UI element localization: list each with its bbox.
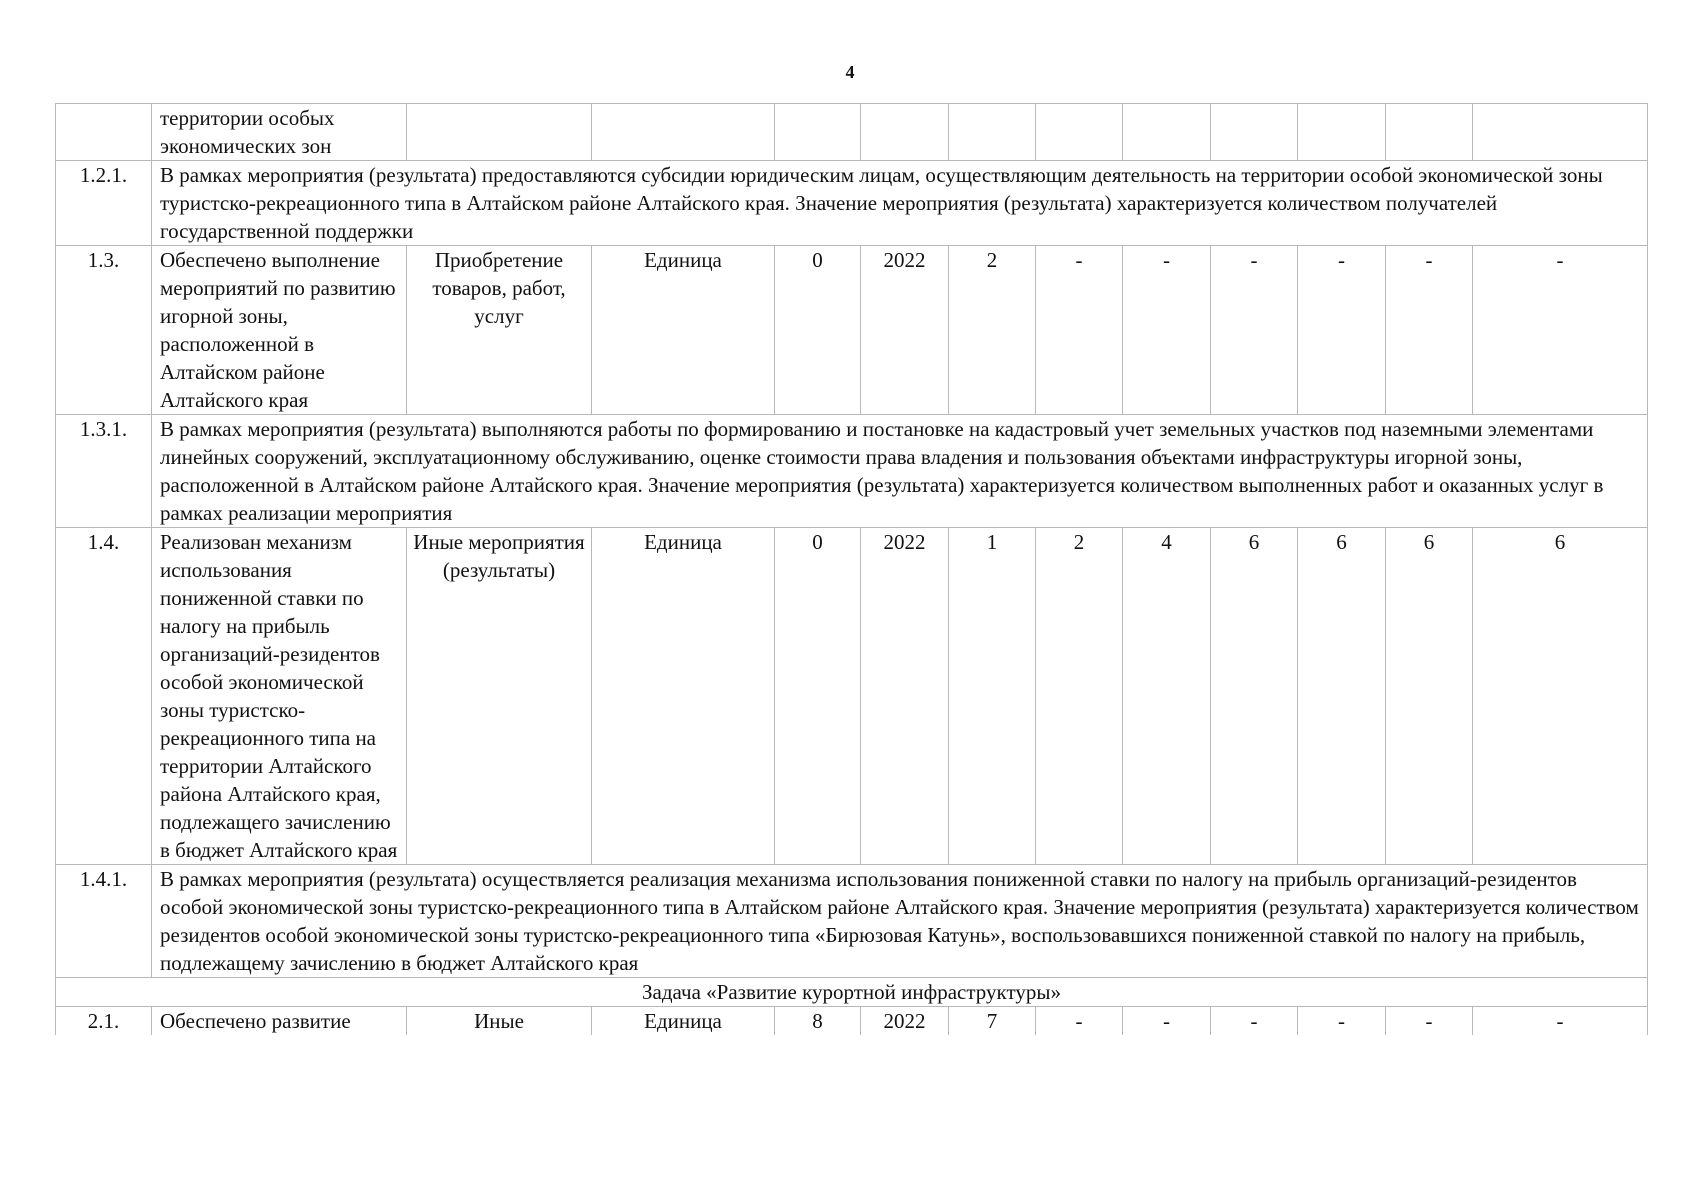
page-number: 4 (845, 62, 855, 82)
base-value: 0 (775, 246, 861, 415)
measure-name: Обеспечено развитие (152, 1007, 407, 1036)
task-heading: Задача «Развитие курортной инфраструктуры» (56, 978, 1648, 1007)
empty-cell (775, 104, 861, 161)
year-value: - (1298, 246, 1386, 415)
year-value: 2 (1036, 528, 1123, 865)
empty-cell (861, 104, 949, 161)
row-number: 1.3. (56, 246, 152, 415)
empty-cell (949, 104, 1036, 161)
row-number: 1.3.1. (56, 415, 152, 528)
empty-cell (1123, 104, 1211, 161)
row-number: 2.1. (56, 1007, 152, 1036)
empty-cell (1298, 104, 1386, 161)
measure-type: Иные мероприятия (результаты) (407, 528, 592, 865)
year-value: - (1036, 1007, 1123, 1036)
table-row-description (56, 161, 1648, 246)
table-row-measure (56, 1007, 1648, 1036)
year-value: - (1123, 246, 1211, 415)
empty-cell (407, 104, 592, 161)
year-value: - (1386, 246, 1473, 415)
table-row-description (56, 415, 1648, 528)
year-value: 4 (1123, 528, 1211, 865)
empty-cell (1386, 104, 1473, 161)
table-row-measure (56, 528, 1648, 865)
empty-cell (1211, 104, 1298, 161)
measure-type: Приобретение товаров, работ, услуг (407, 246, 592, 415)
year-value: - (1386, 1007, 1473, 1036)
measure-unit: Единица (592, 246, 775, 415)
base-value: 0 (775, 528, 861, 865)
measures-table (55, 103, 1648, 1035)
year-value: - (1298, 1007, 1386, 1036)
row-number: 1.4.1. (56, 865, 152, 978)
row-number: 1.4. (56, 528, 152, 865)
table-row-task (56, 978, 1648, 1007)
measure-description: В рамках мероприятия (результата) выполняются работы по формированию и постановке на кадастровый учет земельных участков под наземными элементами линейных сооружений, эксплуатационному обслуживанию, оценке стоимости права владения и пользования объектами инфраструктуры игорной зоны, расположенной в Алтайском районе Алтайского края. Значение мероприятия (результата) характеризуется количеством выполненных работ и оказанных услуг в рамках реализации мероприятия (152, 415, 1648, 528)
year-value: - (1211, 1007, 1298, 1036)
base-year: 2022 (861, 1007, 949, 1036)
measure-unit: Единица (592, 528, 775, 865)
empty-cell (1036, 104, 1123, 161)
table-row-description (56, 865, 1648, 978)
empty-cell (592, 104, 775, 161)
measure-name: Реализован механизм использования пониженной ставки по налогу на прибыль организаций-резидентов особой экономической зоны туристско-рекреационного типа на территории Алтайского района Алтайского края, подлежащего зачислению в бюджет Алтайского края (152, 528, 407, 865)
measure-description: В рамках мероприятия (результата) предоставляются субсидии юридическим лицам, осуществляющим деятельность на территории особой экономической зоны туристско-рекреационного типа в Алтайском районе Алтайского края. Значение мероприятия (результата) характеризуется количеством получателей государственной поддержки (152, 161, 1648, 246)
year-value: 2 (949, 246, 1036, 415)
table-row-measure (56, 246, 1648, 415)
measure-description: В рамках мероприятия (результата) осуществляется реализация механизма использования пониженной ставки по налогу на прибыль организаций-резидентов особой экономической зоны туристско-рекреационного типа в Алтайском районе Алтайского края. Значение мероприятия (результата) характеризуется количеством резидентов особой экономической зоны туристско-рекреационного типа «Бирюзовая Катунь», воспользовавшихся пониженной ставкой по налогу на прибыль, подлежащему зачислению в бюджет Алтайского края (152, 865, 1648, 978)
row-number: 1.2.1. (56, 161, 152, 246)
year-value: 6 (1473, 528, 1648, 865)
measure-name: территории особых экономических зон (152, 104, 407, 161)
year-value: - (1036, 246, 1123, 415)
year-value: - (1123, 1007, 1211, 1036)
measure-name: Обеспечено выполнение мероприятий по развитию игорной зоны, расположенной в Алтайском районе Алтайского края (152, 246, 407, 415)
year-value: - (1473, 1007, 1648, 1036)
year-value: - (1211, 246, 1298, 415)
year-value: 1 (949, 528, 1036, 865)
year-value: 7 (949, 1007, 1036, 1036)
year-value: - (1473, 246, 1648, 415)
base-year: 2022 (861, 246, 949, 415)
empty-cell (1473, 104, 1648, 161)
base-year: 2022 (861, 528, 949, 865)
year-value: 6 (1298, 528, 1386, 865)
year-value: 6 (1211, 528, 1298, 865)
measure-type: Иные (407, 1007, 592, 1036)
measure-unit: Единица (592, 1007, 775, 1036)
year-value: 6 (1386, 528, 1473, 865)
row-number (56, 104, 152, 161)
table-row-continued (56, 104, 1648, 161)
base-value: 8 (775, 1007, 861, 1036)
